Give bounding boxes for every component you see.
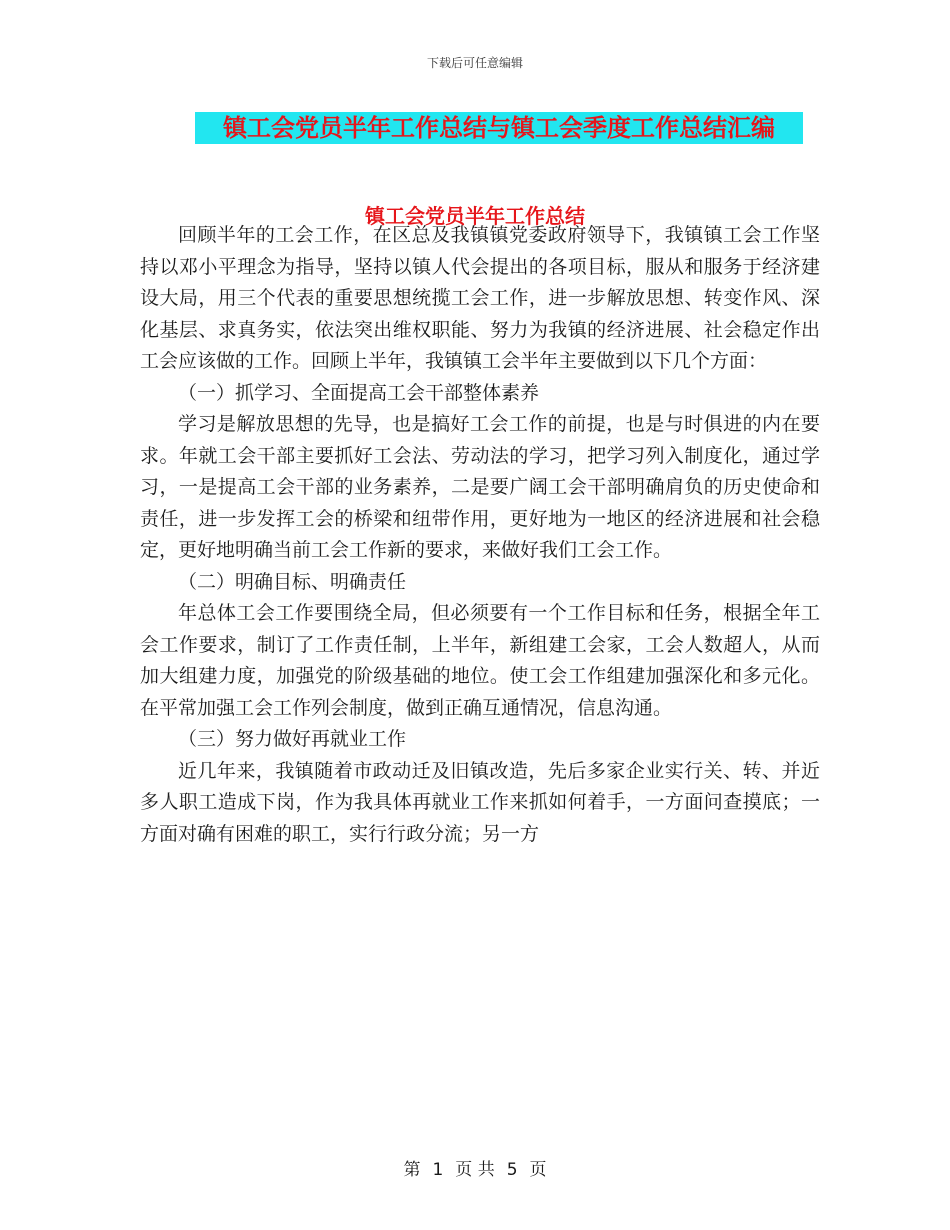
- document-title: 镇工会党员半年工作总结与镇工会季度工作总结汇编: [195, 112, 803, 144]
- page-current: 1: [432, 1160, 444, 1180]
- paragraph-goals: 年总体工会工作要围绕全局，但必须要有一个工作目标和任务，根据全年工会工作要求，制订了工作责任制，上半年，新组建工会家，工会人数超人，从而加大组建力度，加强党的阶级基础的地位。使工会工作组建加强深化和多元化。在平常加强工会工作列会制度，做到正确互通情况，信息沟通。: [140, 602, 820, 719]
- paragraph-reemployment: 近几年来，我镇随着市政动迁及旧镇改造，先后多家企业实行关、转、并近多人职工造成下岗，作为我具体再就业工作来抓如何着手，一方面问查摸底；一方面对确有困难的职工，实行行政分流；另一方: [140, 759, 820, 845]
- paragraph-study: 学习是解放思想的先导，也是搞好工会工作的前提，也是与时俱进的内在要求。年就工会干部主要抓好工会法、劳动法的学习，把学习列入制度化，通过学习，一是提高工会干部的业务素养，二是要广阔工会干部明确肩负的历史使命和责任，进一步发挥工会的桥梁和纽带作用，更好地为一地区的经济进展和社会稳定，更好地明确当前工会工作新的要求，来做好我们工会工作。: [140, 413, 820, 561]
- document-body: [140, 220, 820, 850]
- page-total: 5: [506, 1160, 518, 1180]
- header-note: 下载后可任意编辑: [426, 56, 523, 70]
- page-suffix: 页: [529, 1160, 547, 1180]
- page-prefix: 第: [403, 1160, 421, 1180]
- page-footer: [0, 1155, 950, 1180]
- section-title: 镇工会党员半年工作总结: [365, 204, 585, 228]
- subheading-1: （一）抓学习、全面提高工会干部整体素养: [178, 381, 540, 404]
- page-mid: 页 共: [455, 1160, 495, 1180]
- paragraph-intro: 回顾半年的工会工作，在区总及我镇镇党委政府领导下，我镇镇工会工作坚持以邓小平理念为指导，坚持以镇人代会提出的各项目标，服从和服务于经济建设大局，用三个代表的重要思想统揽工会工作，进一步解放思想、转变作风、深化基层、求真务实，依法突出维权职能、努力为我镇的经济进展、社会稳定作出工会应该做的工作。回顾上半年，我镇镇工会半年主要做到以下几个方面：: [140, 224, 820, 372]
- subheading-2: （二）明确目标、明确责任: [178, 570, 407, 593]
- subheading-3: （三）努力做好再就业工作: [178, 728, 407, 750]
